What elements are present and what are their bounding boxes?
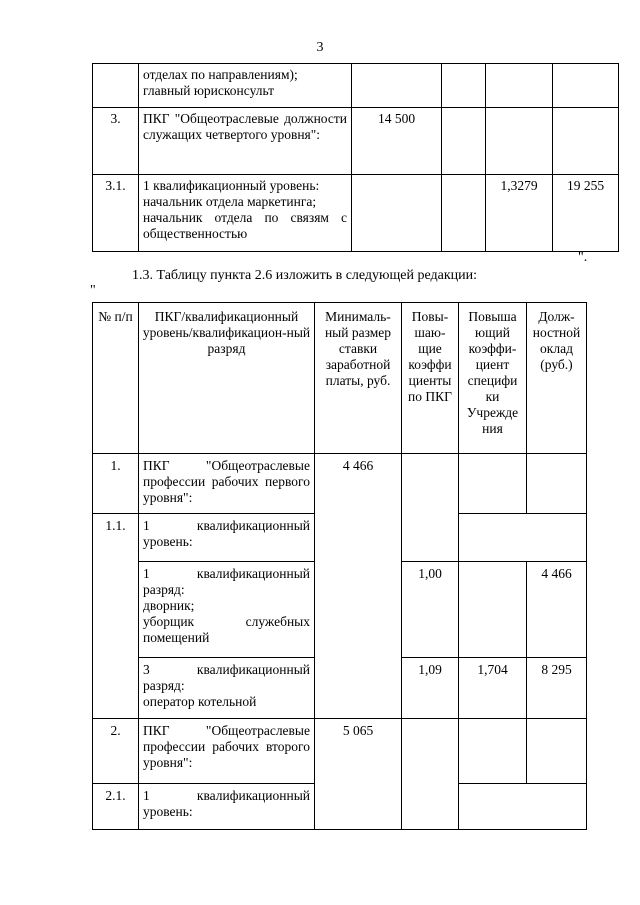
table-row: [93, 454, 587, 514]
official-salary-cell: [553, 64, 619, 108]
institution-coefficient-cell: [459, 454, 527, 514]
table-row: [93, 64, 619, 108]
header-category: ПКГ/квалификационный уровень/квалификацион-ный разряд: [139, 303, 315, 454]
description-line: 1 квалификационный уровень:: [143, 178, 320, 193]
row-number: 2.1.: [93, 784, 139, 830]
description-line: дворник;: [143, 598, 195, 613]
official-salary-cell: [527, 454, 587, 514]
table-header-row: [93, 303, 587, 454]
pkg-coefficient-cell: 1,00: [402, 562, 459, 658]
institution-coefficient-cell: [486, 64, 553, 108]
row-description: [139, 175, 352, 252]
coefficient-cell: [459, 514, 587, 562]
pkg-coefficient-cell: [442, 175, 486, 252]
header-official-salary: Долж-ностной оклад (руб.): [527, 303, 587, 454]
row-description: [139, 562, 315, 658]
institution-coefficient-cell: [459, 719, 527, 784]
row-description: ПКГ "Общеотраслевые должности служащих четвертого уровня":: [139, 108, 352, 175]
official-salary-cell: 19 255: [553, 175, 619, 252]
pkg-coefficient-cell: [442, 64, 486, 108]
row-description: [139, 658, 315, 719]
official-salary-cell: [553, 108, 619, 175]
row-description: ПКГ "Общеотраслевые профессии рабочих второго уровня":: [139, 719, 315, 784]
closing-quote: ".: [578, 250, 588, 265]
min-salary-cell: [352, 64, 442, 108]
description-line: главный юрисконсульт: [143, 83, 274, 98]
official-salary-cell: 8 295: [527, 658, 587, 719]
row-description: ПКГ "Общеотраслевые профессии рабочих первого уровня":: [139, 454, 315, 514]
salary-table-new-edition: [92, 302, 587, 830]
row-description: [139, 64, 352, 108]
row-number: 3.1.: [93, 175, 139, 252]
pkg-coefficient-cell: [442, 108, 486, 175]
header-pkg-coefficient: Повы-шаю-щие коэффи циенты по ПКГ: [402, 303, 459, 454]
official-salary-cell: 4 466: [527, 562, 587, 658]
amendment-paragraph: 1.3. Таблицу пункта 2.6 изложить в следующей редакции:: [132, 268, 478, 283]
institution-coefficient-cell: [459, 562, 527, 658]
description-line: 3 квалификационный разряд:: [143, 662, 310, 693]
institution-coefficient-cell: [486, 108, 553, 175]
header-number: № п/п: [93, 303, 139, 454]
min-salary-cell: [352, 175, 442, 252]
description-line: оператор котельной: [143, 694, 257, 709]
salary-table-continued: [92, 63, 619, 252]
row-description: 1 квалификационный уровень:: [139, 784, 315, 830]
description-line: отделах по направлениям);: [143, 67, 298, 82]
opening-quote: ": [90, 283, 96, 298]
description-line: 1 квалификационный разряд:: [143, 566, 310, 597]
official-salary-cell: [527, 719, 587, 784]
row-number: 2.: [93, 719, 139, 784]
row-description: 1 квалификационный уровень:: [139, 514, 315, 562]
page-number: 3: [316, 40, 324, 55]
min-salary-cell: 14 500: [352, 108, 442, 175]
row-number: 1.: [93, 454, 139, 514]
table-row: [93, 719, 587, 784]
table-row: [93, 175, 619, 252]
row-number: 1.1.: [93, 514, 139, 719]
row-number: [93, 64, 139, 108]
table-row: [93, 108, 619, 175]
header-institution-coefficient: Повыша ющий коэффи-циент специфи ки Учрежде ния: [459, 303, 527, 454]
min-salary-cell: 4 466: [315, 454, 402, 719]
description-line: уборщик служебных помещений: [143, 614, 310, 645]
description-line: начальник отдела маркетинга;: [143, 194, 317, 209]
coefficient-cell: [459, 784, 587, 830]
institution-coefficient-cell: 1,3279: [486, 175, 553, 252]
min-salary-cell: 5 065: [315, 719, 402, 830]
pkg-coefficient-cell: [402, 454, 459, 562]
header-min-salary: Минималь-ный размер ставки заработной платы, руб.: [315, 303, 402, 454]
pkg-coefficient-cell: 1,09: [402, 658, 459, 719]
institution-coefficient-cell: 1,704: [459, 658, 527, 719]
row-number: 3.: [93, 108, 139, 175]
pkg-coefficient-cell: [402, 719, 459, 830]
description-line: начальник отдела по связям с общественностью: [143, 210, 347, 241]
